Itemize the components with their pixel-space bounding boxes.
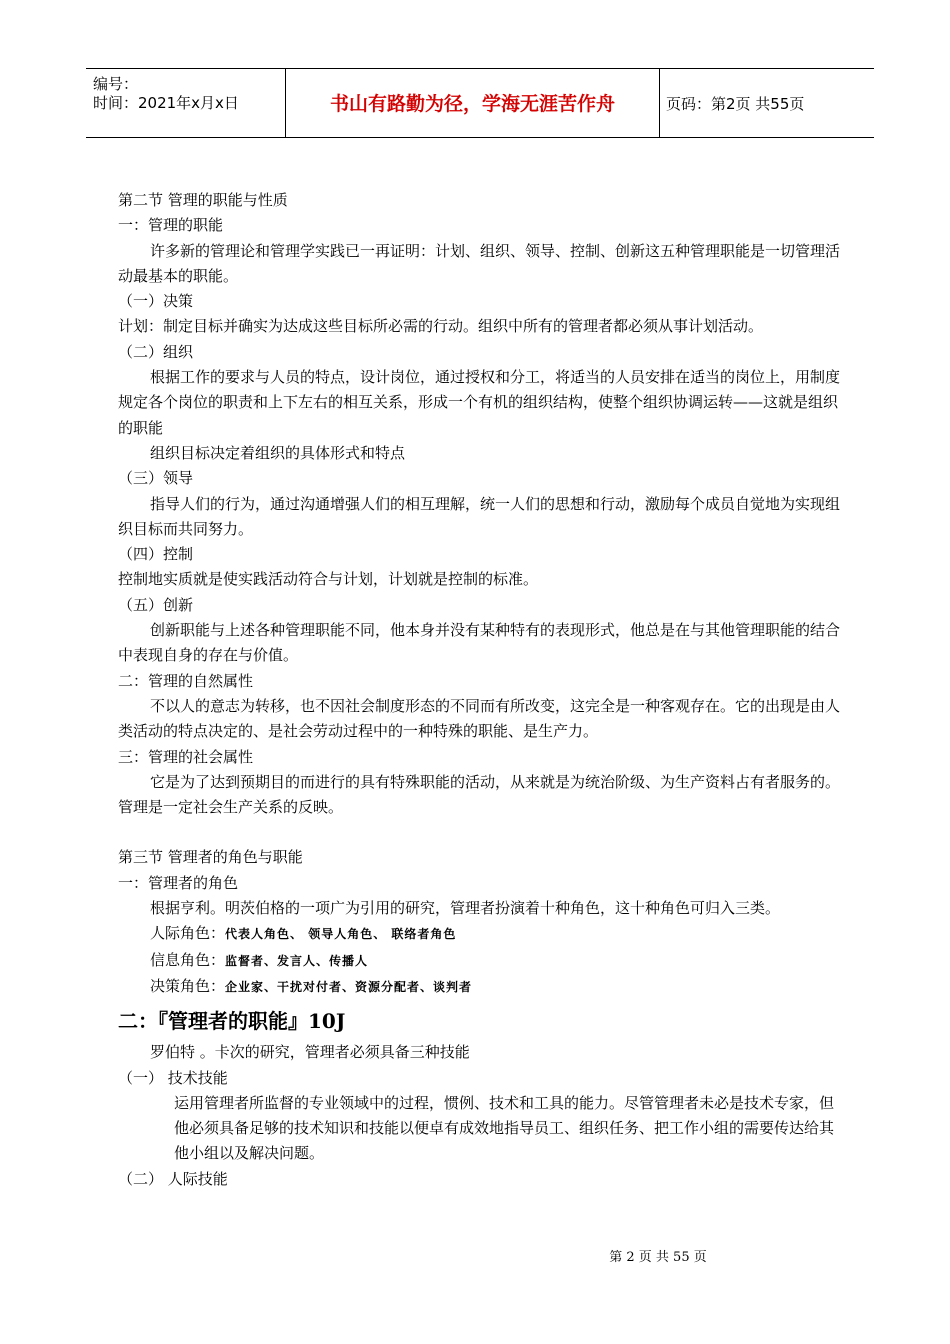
header-divider (659, 69, 660, 137)
paragraph: 指导人们的行为，通过沟通增强人们的相互理解，统一人们的思想和行动，激励每个成员自觉地为实现组织目标而共同努力。 (118, 494, 841, 538)
paragraph: 罗伯特 。卡次的研究，管理者必须具备三种技能 (150, 1043, 470, 1062)
paragraph: 计划：制定目标并确实为达成这些目标所必需的行动。组织中所有的管理者都必须从事计划活动。 (118, 317, 764, 336)
role-value: 监督者、发言人、传播人 (225, 953, 369, 968)
paragraph: 运用管理者所监督的专业领域中的过程，惯例、技术和工具的能力。尽管管理者未必是技术专家，但他必须具备足够的技术知识和技能以便卓有成效地指导员工、组织任务、把工作小组的需要传达给其他小组以及解决问题。 (174, 1093, 835, 1163)
subsection-title: 一：管理的职能 (118, 216, 224, 235)
role-line (118, 921, 840, 947)
paragraph: 不以人的意志为转移，也不因社会制度形态的不同而有所改变，这完全是一种客观存在。它的出现是由人类活动的特点决定的、是社会劳动过程中的一种特殊的职能、是生产力。 (118, 696, 841, 741)
section-title: 第三节 管理者的角色与职能 (118, 848, 303, 867)
header-motto: 书山有路勤为径，学海无涯苦作舟 (329, 93, 615, 115)
role-label: 人际角色： (150, 924, 226, 943)
subsection-title: 二：管理的自然属性 (118, 671, 254, 690)
role-line (118, 974, 840, 1000)
paragraph: 组织目标决定着组织的具体形式和特点 (150, 443, 406, 462)
role-label: 信息角色： (150, 950, 226, 969)
item-title: （二）组织 (118, 342, 194, 361)
section-title: 第二节 管理的职能与性质 (118, 191, 288, 209)
subsection-title: 一：管理者的角色 (118, 873, 239, 892)
paragraph: 它是为了达到预期目的而进行的具有特殊职能的活动，从来就是为统治阶级、为生产资料占有者服务的。管理是一定社会生产关系的反映。 (118, 772, 841, 817)
item-title: （四）控制 (118, 545, 194, 564)
paragraph: 根据工作的要求与人员的特点，设计岗位，通过授权和分工，将适当的人员安排在适当的岗位上，用制度规定各个岗位的职责和上下左右的相互关系，形成一个有机的组织结构，使整个组织协调运转——这就是组织的职能 (118, 368, 841, 437)
role-label: 决策角色： (150, 976, 226, 995)
page-header (86, 68, 874, 138)
paragraph: 根据亨利。明茨伯格的一项广为引用的研究，管理者扮演着十种角色，这十种角色可归入三类。 (150, 899, 781, 918)
header-page-info: 页码：第2页 共55页 (666, 95, 805, 113)
paragraph: 控制地实质就是使实践活动符合与计划，计划就是控制的标准。 (118, 570, 539, 589)
number-label: 编号： (93, 75, 139, 93)
role-line (118, 948, 840, 974)
page-footer: 第 2 页 共 55 页 (609, 1250, 707, 1265)
header-meta (93, 75, 239, 113)
time-label: 时间：2021年x月x日 (93, 94, 239, 112)
spacer (118, 820, 840, 845)
paragraph: 创新职能与上述各种管理职能不同，他本身并没有某种特有的表现形式，他总是在与其他管理职能的结合中表现自身的存在与价值。 (118, 621, 841, 665)
item-title: （三）领导 (118, 469, 194, 488)
item-title: （一）决策 (118, 292, 194, 311)
subsection-heading: 二：『管理者的职能』10J (118, 1009, 346, 1034)
role-value: 代表人角色、 领导人角色、 联络者角色 (225, 927, 457, 942)
paragraph: 许多新的管理论和管理学实践已一再证明：计划、组织、领导、控制、创新这五种管理职能是一切管理活动最基本的职能。 (118, 241, 841, 285)
role-value: 企业家、干扰对付者、资源分配者、谈判者 (225, 979, 473, 994)
item-title: （五）创新 (118, 595, 194, 614)
item-title: （一） 技术技能 (118, 1068, 228, 1087)
subsection-title: 三：管理的社会属性 (118, 747, 254, 766)
item-title: （二） 人际技能 (118, 1169, 228, 1188)
document-body (118, 188, 840, 1192)
